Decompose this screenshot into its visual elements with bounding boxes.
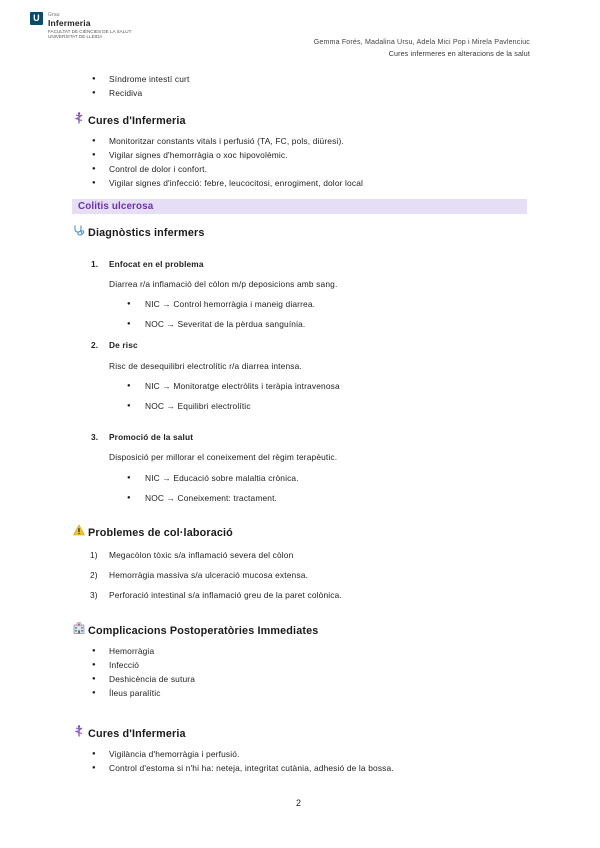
- page-number: 2: [296, 798, 302, 808]
- list-item: ● Monitoritzar constants vitals i perfusió (TA, FC, pols, diüresi).: [109, 136, 344, 146]
- item-title: De risc: [109, 340, 138, 350]
- list-item: ● Hemorràgia: [109, 646, 154, 656]
- warning-icon: [73, 524, 86, 539]
- section-title: Problemes de col·laboració: [88, 527, 233, 539]
- faculty-line-2: UNIVERSITAT DE LLEIDA: [48, 34, 103, 40]
- list-item: ● NIC → Control hemorràgia i maneig diarrea.: [145, 299, 315, 309]
- list-item: ● Recidiva: [109, 88, 142, 98]
- list-item: ● NOC → Coneixement: tractament.: [145, 493, 277, 503]
- item-number: 3.: [91, 432, 99, 442]
- list-item: ● Síndrome intestí curt: [109, 74, 189, 84]
- caduceus-icon: [73, 112, 86, 127]
- item-number: 3): [90, 590, 98, 600]
- header-subtitle: Cures infermeres en alteracions de la salut: [388, 50, 530, 58]
- diagnosis-text: Disposició per millorar el coneixement del règim terapèutic.: [109, 452, 338, 462]
- section-title: Complicacions Postoperatòries Immediates: [88, 625, 319, 637]
- caduceus-icon: [73, 725, 86, 740]
- stethoscope-icon: [73, 224, 86, 239]
- list-item: ● Control de dolor i confort.: [109, 164, 207, 174]
- list-item: ● Infecció: [109, 660, 139, 670]
- list-item: Perforació intestinal s/a inflamació greu de la paret colònica.: [109, 590, 342, 600]
- diagnosis-text: Diarrea r/a inflamació del còlon m/p deposicions amb sang.: [109, 279, 338, 289]
- list-item: Hemorràgia massiva s/a ulceració mucosa extensa.: [109, 570, 308, 580]
- diagnosis-text: Risc de desequilibri electrolític r/a diarrea intensa.: [109, 361, 302, 371]
- list-item: ● Vigilar signes d'hemorràgia o xoc hipovolèmic.: [109, 150, 288, 160]
- section-heading-diagnostics: [73, 224, 205, 239]
- list-item: ● Control d'estoma si n'hi ha: neteja, integritat cutània, adhesió de la bossa.: [109, 763, 394, 773]
- section-title: Diagnòstics infermers: [88, 227, 205, 239]
- list-item: ● Vigilar signes d'infecció: febre, leucocitosi, enrogiment, dolor local: [109, 178, 363, 188]
- item-title: Enfocat en el problema: [109, 259, 204, 269]
- list-item: ● NOC → Severitat de la pèrdua sanguínia.: [145, 319, 305, 329]
- list-item: ● Deshicència de sutura: [109, 674, 195, 684]
- section-heading-colab: [73, 524, 233, 539]
- list-item: ● NIC → Monitoratge electròlits i teràpia intravenosa: [145, 381, 340, 391]
- list-item: Megacòlon tòxic s/a inflamació severa del còlon: [109, 550, 294, 560]
- faculty-line-1: FACULTAT DE CIÈNCIES DE LA SALUT: [48, 29, 132, 34]
- list-item: ● NIC → Educació sobre malaltia crònica.: [145, 473, 299, 483]
- item-number: 1.: [91, 259, 99, 269]
- list-item: ● Vigilància d'hemorràgia i perfusió.: [109, 749, 240, 759]
- item-title: Promoció de la salut: [109, 432, 194, 442]
- section-title: Cures d'Infermeria: [88, 115, 186, 127]
- item-number: 2): [90, 570, 98, 580]
- section-heading-cures: [73, 112, 186, 127]
- university-logo-icon: U: [30, 12, 43, 25]
- hospital-icon: [73, 622, 86, 637]
- item-number: 1): [90, 550, 98, 560]
- list-item: ● NOC → Equilibri electrolític: [145, 401, 251, 411]
- section-title: Cures d'Infermeria: [88, 728, 186, 740]
- logo-small-text: Grau: [48, 12, 60, 18]
- list-item: ● Íleus paralític: [109, 688, 161, 698]
- section-heading-cures-2: [73, 725, 186, 740]
- logo-title: Infermeria: [48, 17, 91, 28]
- faculty-label: [48, 29, 131, 40]
- section-heading-complications: [73, 622, 318, 637]
- item-number: 2.: [91, 340, 99, 350]
- header-authors: Gemma Forés, Madalina Ursu, Adela Mici Pop i Mirela Pavlenciuc: [313, 38, 530, 46]
- band-label: Colitis ulcerosa: [78, 201, 154, 212]
